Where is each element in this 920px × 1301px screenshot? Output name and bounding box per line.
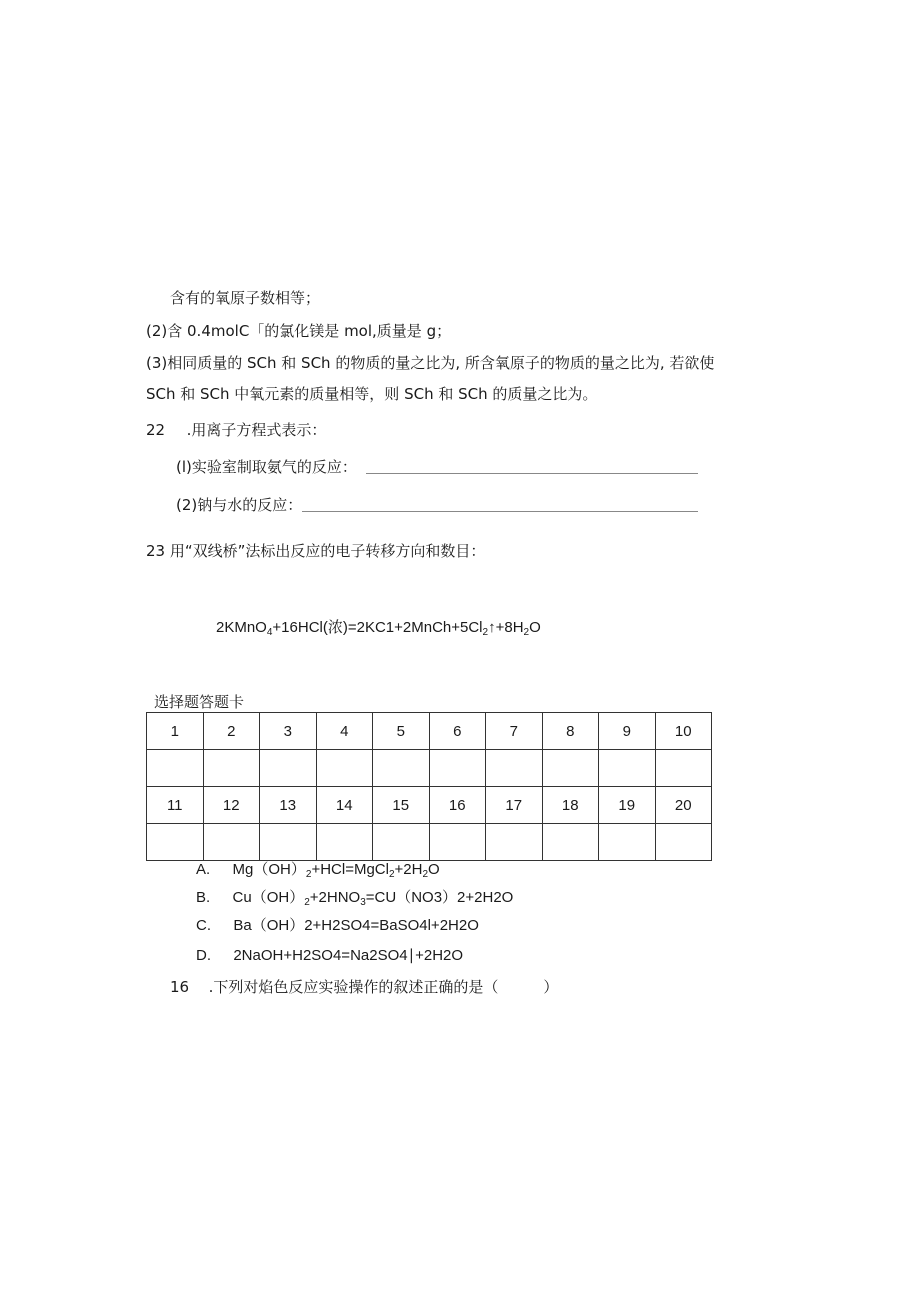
answer-cell[interactable] [542, 750, 599, 787]
q22-part1-answer-blank[interactable] [366, 473, 698, 474]
answer-cell[interactable] [599, 750, 656, 787]
answer-cell[interactable] [203, 824, 260, 861]
answer-cell[interactable] [147, 750, 204, 787]
answer-card-number-row [147, 787, 712, 824]
answer-card-answer-row [147, 750, 712, 787]
answer-cell[interactable] [542, 824, 599, 861]
question-number-cell: 3 [260, 713, 317, 750]
question-number-cell: 13 [260, 787, 317, 824]
question-number-cell: 11 [147, 787, 204, 824]
answer-card-number-row [147, 713, 712, 750]
answer-cell[interactable] [203, 750, 260, 787]
question-number-cell: 15 [373, 787, 430, 824]
question-number-cell: 1 [147, 713, 204, 750]
option-a-label: A. [196, 861, 211, 878]
option-d-label: D. [196, 947, 211, 964]
q21-part3: (3)相同质量的 SCh 和 SCh 的物质的量之比为, 所含氧原子的物质的量之比为, 若欲使 [146, 354, 715, 372]
q16-number: 16 [170, 978, 190, 996]
answer-cell[interactable] [147, 824, 204, 861]
question-number-cell: 14 [316, 787, 373, 824]
question-number-cell: 16 [429, 787, 486, 824]
q21-line1: 含有的氧原子数相等； [170, 289, 321, 307]
answer-cell[interactable] [429, 824, 486, 861]
q23-equation: 2KMnO$_4$+16HCl(浓)$=2KC1+2MnCh+5Cl_2↑+8H_2O$ [216, 619, 541, 638]
question-number-cell: 10 [655, 713, 712, 750]
option-b: B. $Cu(OH)_2+2HNO_3=CU(NO3)2+2H2O$ [196, 889, 514, 908]
question-number-cell: 18 [542, 787, 599, 824]
q16 [170, 977, 558, 997]
answer-cell[interactable] [260, 824, 317, 861]
answer-cell[interactable] [486, 824, 543, 861]
answer-cell[interactable] [316, 824, 373, 861]
q22-part1-label: (l)实验室制取氨气的反应： [176, 458, 357, 476]
answer-cell[interactable] [486, 750, 543, 787]
question-number-cell: 20 [655, 787, 712, 824]
q21-part3-cont: SCh 和 SCh 中氧元素的质量相等，则 SCh 和 SCh 的质量之比为。 [146, 385, 598, 403]
q22-heading [146, 420, 326, 440]
option-c: C. Ba（OH）2+H2SO4=BaSO4l+2H2O [196, 917, 479, 934]
answer-card-answer-row [147, 824, 712, 861]
question-number-cell: 8 [542, 713, 599, 750]
answer-cell[interactable] [655, 824, 712, 861]
q22-part2-label: (2)钠与水的反应： [176, 496, 303, 514]
answer-cell[interactable] [260, 750, 317, 787]
answer-card-title: 选择题答题卡 [154, 693, 245, 711]
answer-cell[interactable] [316, 750, 373, 787]
q22-part2-answer-blank[interactable] [302, 511, 698, 512]
answer-cell[interactable] [373, 750, 430, 787]
question-number-cell: 17 [486, 787, 543, 824]
q22-number: 22 [146, 421, 166, 439]
q16-text: .下列对焰色反应实验操作的叙述正确的是（ ） [208, 978, 559, 996]
question-number-cell: 12 [203, 787, 260, 824]
question-number-cell: 19 [599, 787, 656, 824]
answer-cell[interactable] [599, 824, 656, 861]
question-number-cell: 9 [599, 713, 656, 750]
option-d: D. 2NaOH+H2SO4=Na2SO4∣+2H2O [196, 947, 464, 964]
question-number-cell: 6 [429, 713, 486, 750]
answer-cell[interactable] [373, 824, 430, 861]
question-number-cell: 2 [203, 713, 260, 750]
option-a: A. $Mg(OH)_2+HCl=MgCl_2+2H_2O$ [196, 861, 440, 880]
answer-card-table [146, 712, 712, 861]
q23-title: 23 用“双线桥”法标出反应的电子转移方向和数目： [146, 542, 486, 560]
question-number-cell: 4 [316, 713, 373, 750]
question-number-cell: 5 [373, 713, 430, 750]
q22-title: .用离子方程式表示： [186, 421, 327, 439]
option-c-label: C. [196, 917, 211, 934]
q21-part2: (2)含 0.4molC「的氯化镁是 mol,质量是 g； [146, 322, 452, 340]
question-number-cell: 7 [486, 713, 543, 750]
answer-cell[interactable] [655, 750, 712, 787]
answer-cell[interactable] [429, 750, 486, 787]
option-b-label: B. [196, 889, 211, 906]
